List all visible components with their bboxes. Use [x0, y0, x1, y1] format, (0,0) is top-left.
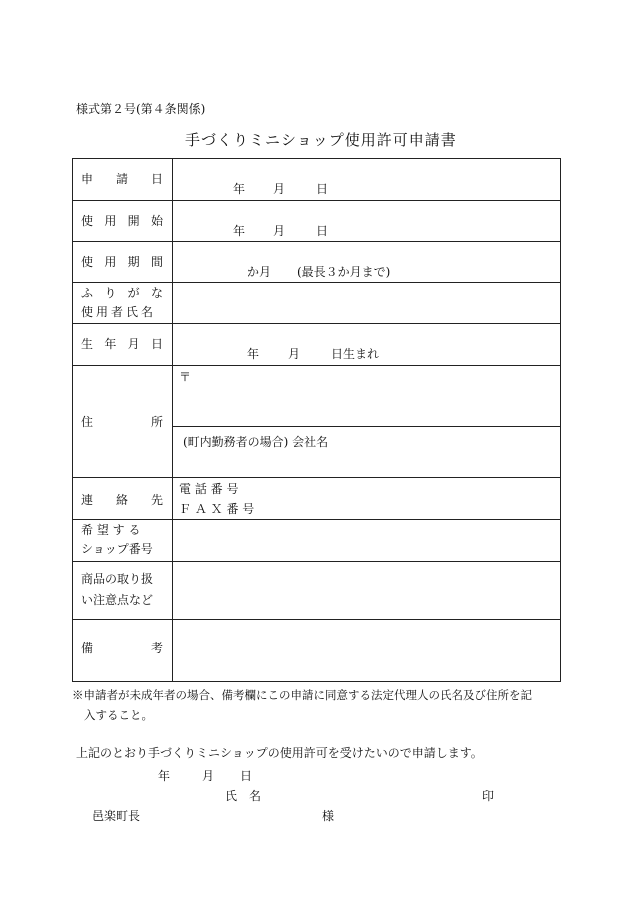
row-birth-date	[73, 324, 561, 366]
footnote-line-2: 入すること。	[84, 708, 153, 722]
field-use-period[interactable]: か月 (最長３か月まで)	[173, 242, 561, 283]
recipient-title: 邑楽町長	[92, 809, 141, 823]
label-user-name: ふ り が な 使用者氏名	[73, 283, 173, 324]
field-application-date[interactable]: 年 月 日	[173, 159, 561, 201]
label-application-date: 申 請 日	[73, 159, 173, 201]
seal-mark: 印	[482, 789, 495, 803]
label-handling-notes: 商品の取り扱 い注意点など	[73, 562, 173, 620]
field-contact[interactable]	[173, 478, 561, 520]
label-remarks: 備 考	[73, 620, 173, 682]
address-divider	[173, 426, 560, 427]
phone-label: 電 話 番 号	[179, 482, 239, 496]
field-birth-date[interactable]: 年 月 日生まれ	[173, 324, 561, 366]
form-number: 様式第２号(第４条関係)	[76, 102, 206, 116]
form-title: 手づくりミニショップ使用許可申請書	[185, 131, 457, 149]
application-form-table	[72, 158, 561, 682]
field-handling-notes[interactable]	[173, 562, 561, 620]
applicant-name-label: 氏 名	[225, 789, 262, 803]
label-use-start: 使 用 開 始	[73, 201, 173, 242]
field-user-name[interactable]	[173, 283, 561, 324]
date-day: 日	[240, 769, 253, 783]
date-month: 月	[202, 769, 215, 783]
label-address: 住 所	[73, 366, 173, 478]
postal-mark: 〒	[179, 370, 192, 384]
label-shop-number: 希 望 す る ショップ番号	[73, 520, 173, 562]
row-user-name	[73, 283, 561, 324]
row-contact	[73, 478, 561, 520]
row-shop-number	[73, 520, 561, 562]
application-statement: 上記のとおり手づくりミニショップの使用許可を受けたいので申請します。	[76, 746, 483, 760]
row-handling-notes	[73, 562, 561, 620]
field-shop-number[interactable]	[173, 520, 561, 562]
row-application-date	[73, 159, 561, 201]
label-use-period: 使 用 期 間	[73, 242, 173, 283]
company-name-label: (町内勤務者の場合) 会社名	[183, 435, 329, 449]
row-use-start	[73, 201, 561, 242]
row-remarks	[73, 620, 561, 682]
field-use-start[interactable]: 年 月 日	[173, 201, 561, 242]
recipient-honorific: 様	[322, 809, 335, 823]
label-contact: 連 絡 先	[73, 478, 173, 520]
field-address[interactable]	[173, 366, 561, 478]
footnote-line-1: ※申請者が未成年者の場合、備考欄にこの申請に同意する法定代理人の氏名及び住所を記	[72, 688, 532, 702]
row-use-period	[73, 242, 561, 283]
field-remarks[interactable]	[173, 620, 561, 682]
date-year: 年	[158, 769, 171, 783]
label-birth-date: 生 年 月 日	[73, 324, 173, 366]
fax-label: Ｆ Ａ Ｘ 番 号	[179, 502, 255, 516]
row-address	[73, 366, 561, 478]
